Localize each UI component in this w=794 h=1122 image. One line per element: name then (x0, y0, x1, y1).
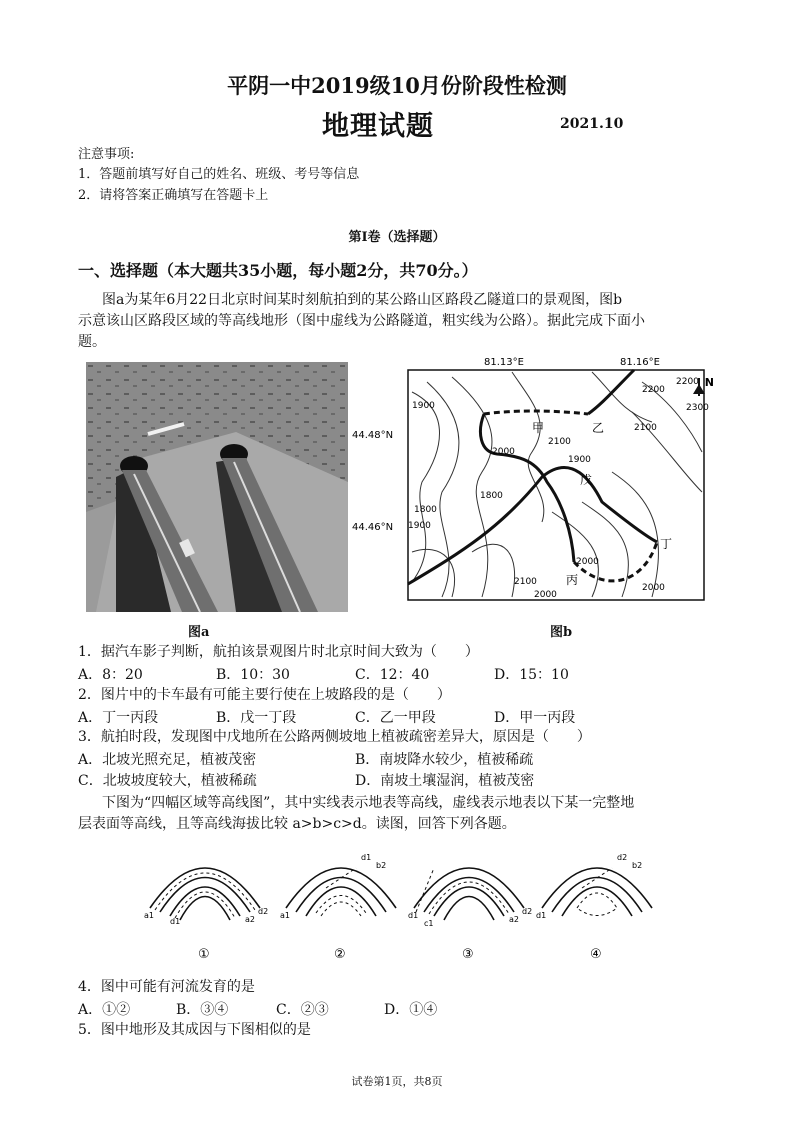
q4-option-a[interactable]: A．①② (78, 1002, 131, 1018)
svg-text:b2: b2 (376, 861, 387, 870)
contour-label: 2200 (676, 377, 699, 387)
q1-option-d[interactable]: D．15：10 (494, 667, 569, 683)
place-yi: 乙 (592, 421, 605, 435)
contour-figure-2-label: ② (334, 947, 346, 962)
part-title: 第Ⅰ卷（选择题） (348, 230, 446, 245)
svg-text:d2: d2 (617, 853, 628, 862)
svg-text:d1: d1 (361, 853, 372, 862)
contour-figure-3 (408, 868, 532, 962)
contour-label: 2000 (534, 590, 557, 600)
q2-option-b[interactable]: B．戊一丁段 (216, 710, 297, 726)
q1-option-c[interactable]: C．12：40 (355, 667, 430, 683)
q2-option-c[interactable]: C．乙一甲段 (355, 710, 436, 726)
contour-label: 1900 (408, 521, 431, 531)
figure-b-caption: 图b (550, 625, 573, 640)
intro1-line1: 图a为某年6月22日北京时间某时刻航拍到的某公路山区路段乙隧道口的景观图，图b (102, 292, 623, 308)
q3-option-c[interactable]: C．北坡坡度较大，植被稀疏 (78, 773, 257, 789)
q1-option-a[interactable]: A．8：20 (78, 667, 143, 683)
q2-option-d[interactable]: D．甲一丙段 (494, 710, 576, 726)
notice-item-1: 1．答题前填写好自己的姓名、班级、考号等信息 (78, 167, 360, 182)
exam-date: 2021.10 (560, 116, 624, 132)
contour-label: 1900 (412, 401, 435, 411)
q4-option-b[interactable]: B．③④ (176, 1002, 229, 1018)
contour-label: 2200 (642, 385, 665, 395)
svg-text:d1: d1 (170, 917, 181, 926)
subject-title: 地理试题 (322, 111, 434, 142)
svg-text:d2: d2 (522, 907, 533, 916)
intro1-line2: 示意该山区路段区域的等高线地形（图中虚线为公路隧道，粗实线为公路）。据此完成下面小 (78, 313, 645, 329)
q4-stem: 4．图中可能有河流发育的是 (78, 979, 255, 995)
place-ding: 丁 (660, 537, 673, 551)
contour-label: 2000 (492, 447, 515, 457)
page-footer: 试卷第1页，共8页 (351, 1075, 443, 1088)
q1-stem: 1．据汽车影子判断，航拍该景观图片时北京时间大致为（ ） (78, 644, 479, 660)
contour-figure-2 (280, 853, 396, 962)
contour-figure-4 (536, 853, 652, 962)
notice-heading: 注意事项: (78, 147, 135, 162)
contour-figure-1-label: ① (198, 947, 210, 962)
contour-label: 1800 (480, 491, 503, 501)
contour-figure-4-label: ④ (590, 947, 602, 962)
q5-stem: 5．图中地形及其成因与下图相似的是 (78, 1022, 311, 1038)
exam-title: 平阴一中2019级10月份阶段性检测 (227, 73, 567, 98)
place-wu: 戊 (580, 473, 593, 487)
notice-item-2: 2．请将答案正确填写在答题卡上 (78, 188, 269, 203)
q2-stem: 2．图片中的卡车最有可能主要行使在上坡路段的是（ ） (78, 687, 451, 703)
svg-text:d1: d1 (536, 911, 547, 920)
place-jia: 甲 (532, 421, 545, 435)
contour-label: 2000 (576, 557, 599, 567)
q3-option-a[interactable]: A．北坡光照充足，植被茂密 (78, 752, 257, 768)
place-bing: 丙 (566, 573, 579, 587)
q3-option-b[interactable]: B．南坡降水较少，植被稀疏 (355, 752, 534, 768)
figure-a-photo (86, 362, 348, 612)
contour-label: 1900 (568, 455, 591, 465)
intro1-line3: 题。 (78, 334, 106, 350)
svg-text:d1: d1 (408, 911, 419, 920)
svg-text:c1: c1 (424, 919, 434, 928)
lat-label-2: 44.46°N (352, 522, 394, 533)
intro2-line2: 层表面等高线，且等高线海拔比较 a>b>c>d。读图，回答下列各题。 (78, 816, 516, 832)
svg-text:a2: a2 (245, 915, 255, 924)
lon-label-2: 81.16°E (620, 357, 660, 368)
contour-label: 2100 (514, 577, 537, 587)
section-title: 一、选择题（本大题共35小题，每小题2分，共70分。） (78, 261, 478, 280)
q3-option-d[interactable]: D．南坡土壤湿润，植被茂密 (355, 773, 535, 789)
lat-label-1: 44.48°N (352, 430, 394, 441)
intro2-line1: 下图为“四幅区域等高线图”，其中实线表示地表等高线，虚线表示地表以下某一完整地 (102, 795, 635, 811)
contour-label: 1800 (414, 505, 437, 515)
svg-text:d2: d2 (258, 907, 269, 916)
figure-b-contour-map (352, 352, 714, 604)
contour-label: 2100 (634, 423, 657, 433)
q3-stem: 3．航拍时段，发现图中戊地所在公路两侧坡地上植被疏密差异大，原因是（ ） (78, 729, 591, 745)
lon-label-1: 81.13°E (484, 357, 524, 368)
q4-option-d[interactable]: D．①④ (384, 1002, 438, 1018)
svg-text:b2: b2 (632, 861, 643, 870)
q4-option-c[interactable]: C．②③ (276, 1002, 329, 1018)
north-label: N (704, 376, 714, 389)
svg-text:a1: a1 (144, 911, 154, 920)
contour-label: 2000 (642, 583, 665, 593)
q1-option-b[interactable]: B．10：30 (216, 667, 290, 683)
svg-text:a2: a2 (509, 915, 519, 924)
figure-a-caption: 图a (188, 625, 210, 640)
contour-figure-1 (144, 868, 268, 962)
q2-option-a[interactable]: A．丁一丙段 (78, 710, 159, 726)
contour-figure-3-label: ③ (462, 947, 474, 962)
contour-label: 2300 (686, 403, 709, 413)
four-contour-figures (130, 838, 670, 968)
contour-label: 2100 (548, 437, 571, 447)
svg-text:a1: a1 (280, 911, 290, 920)
